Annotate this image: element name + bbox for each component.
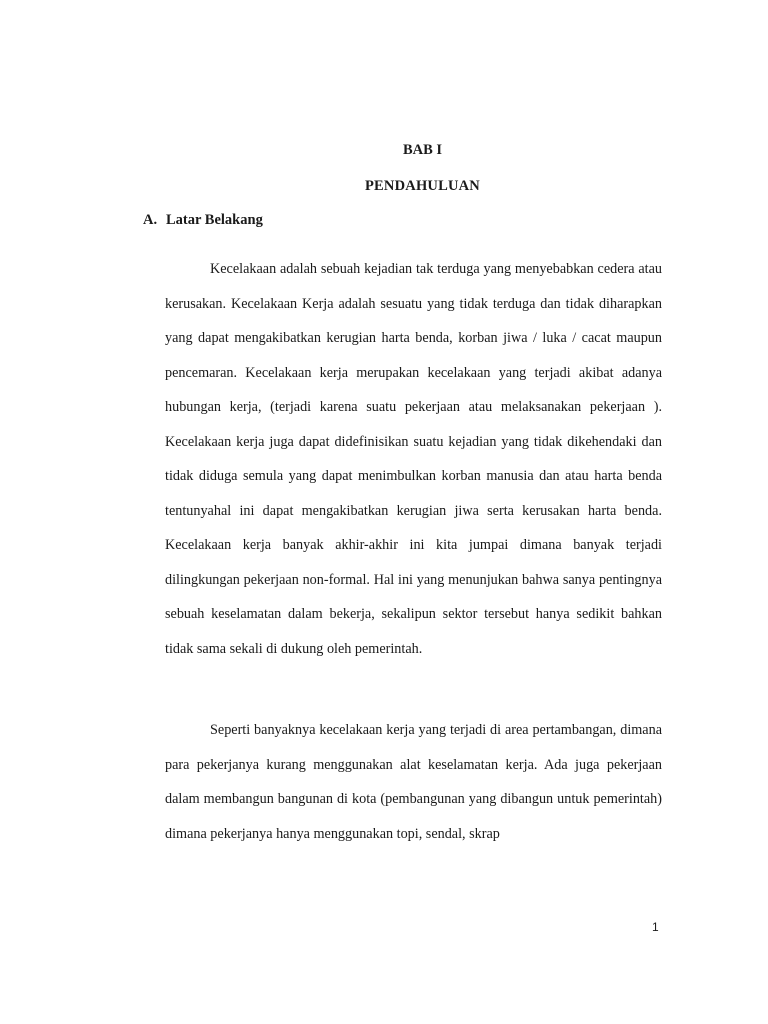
section-title: Latar Belakang [166, 212, 263, 228]
page-number: 1 [652, 920, 659, 934]
chapter-title: PENDAHULUAN [365, 178, 480, 194]
chapter-number: BAB I [402, 142, 443, 158]
section-marker: A. [143, 212, 158, 228]
body-paragraph: Seperti banyaknya kecelakaan kerja yang terjadi di area pertambangan, dimana para pekerjanya kurang menggunakan alat keselamatan kerja. Ada juga pekerjaan dalam membangun bangunan di kota (pembangunan yang dibangun untuk pemerintah) dimana pekerjanya hanya menggunakan topi, sendal, skrap [165, 722, 662, 842]
section-heading [143, 212, 263, 229]
body-paragraph: Kecelakaan adalah sebuah kejadian tak terduga yang menyebabkan cedera atau kerusakan. Kecelakaan Kerja adalah sesuatu yang tidak terduga dan tidak diharapkan yang dapat mengakibatkan kerugian harta benda, korban jiwa / luka / cacat maupun pencemaran. Kecelakaan kerja merupakan kecelakaan yang terjadi akibat adanya hubungan kerja, (terjadi karena suatu pekerjaan atau melaksanakan pekerjaan ). Kecelakaan kerja juga dapat didefinisikan suatu kejadian yang tidak dikehendaki dan tidak diduga semula yang dapat menimbulkan korban manusia dan atau harta benda tentunyahal ini dapat mengakibatkan kerugian jiwa serta kerusakan harta benda. Kecelakaan kerja banyak akhir-akhir ini kita jumpai dimana banyak terjadi dilingkungan pekerjaan non-formal. Hal ini yang menunjukan bahwa sanya pentingnya sebuah keselamatan dalam bekerja, sekalipun sektor tersebut hanya sedikit bahkan tidak sama sekali di dukung oleh pemerintah. [165, 261, 662, 657]
